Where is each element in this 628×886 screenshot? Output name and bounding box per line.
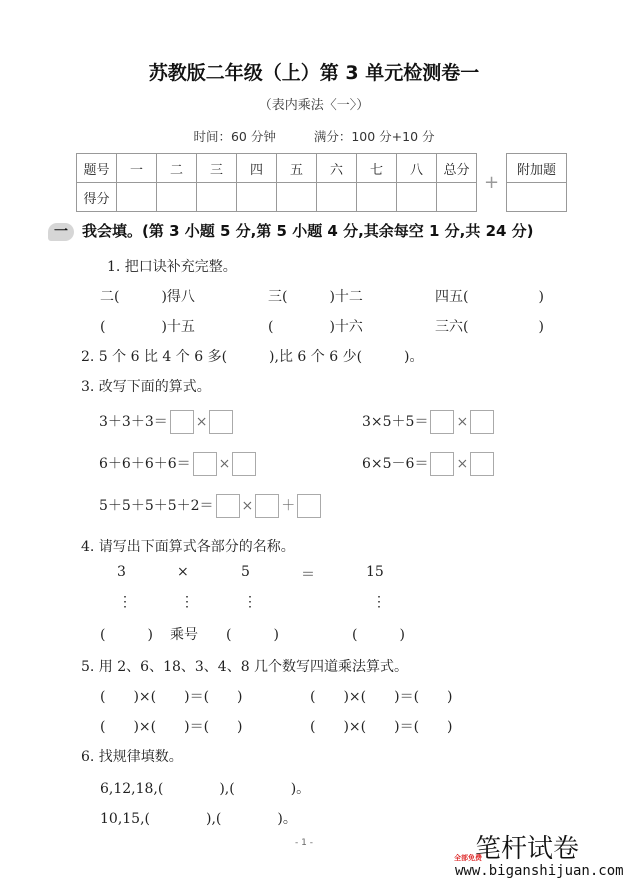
q4-part: 15 <box>366 564 384 580</box>
extra-score-table <box>506 153 567 212</box>
q5-blank-expr[interactable]: ( )×( )＝( ) <box>310 689 453 705</box>
q4-blank[interactable]: ( ) <box>100 627 153 643</box>
score-cell[interactable] <box>317 183 357 212</box>
q5-blank-expr[interactable]: ( )×( )＝( ) <box>310 719 453 735</box>
cell-header: 一 <box>117 154 157 183</box>
cell-header: 八 <box>397 154 437 183</box>
plus-sign: + <box>484 172 500 193</box>
cell-header: 总分 <box>437 154 477 183</box>
cell-label: 得分 <box>77 183 117 212</box>
watermark-url: www.biganshijuan.com <box>455 863 624 879</box>
answer-box[interactable] <box>430 452 454 476</box>
page-title: 苏教版二年级（上）第 3 单元检测卷一 <box>148 62 480 84</box>
cell-header: 三 <box>197 154 237 183</box>
q3-expr-1: 3＋3＋3＝ × <box>99 410 235 434</box>
dots-icon: ⋮ <box>180 594 194 610</box>
q4-title: 4. 请写出下面算式各部分的名称。 <box>81 539 295 555</box>
answer-box[interactable] <box>170 410 194 434</box>
q2-text[interactable]: 2. 5 个 6 比 4 个 6 多( ),比 6 个 6 少( )。 <box>81 349 424 365</box>
cell-header: 四 <box>237 154 277 183</box>
answer-box[interactable] <box>297 494 321 518</box>
cell-header: 二 <box>157 154 197 183</box>
cell-header: 题号 <box>77 154 117 183</box>
q4-part: 5 <box>241 564 250 580</box>
score-cell[interactable] <box>357 183 397 212</box>
q3-expr-5: 5＋5＋5＋5＋2＝ × ＋ <box>99 494 323 518</box>
section-heading-text: 我会填。(第 3 小题 5 分,第 5 小题 4 分,其余每空 1 分,共 24 分) <box>82 222 534 240</box>
score-table-score-row <box>77 183 477 212</box>
score-cell[interactable] <box>397 183 437 212</box>
answer-box[interactable] <box>470 410 494 434</box>
section-number-badge: 一 <box>48 223 74 241</box>
cell-header: 五 <box>277 154 317 183</box>
answer-box[interactable] <box>255 494 279 518</box>
cell-header: 六 <box>317 154 357 183</box>
answer-box[interactable] <box>232 452 256 476</box>
time-limit: 时间：60 分钟 <box>193 129 276 144</box>
q4-label: 乘号 <box>170 627 198 643</box>
q1-blank[interactable]: 三六( ) <box>435 319 544 335</box>
answer-box[interactable] <box>470 452 494 476</box>
q4-blank[interactable]: ( ) <box>352 627 405 643</box>
score-table-header-row <box>77 154 477 183</box>
score-table <box>76 153 477 212</box>
full-score: 满分：100 分+10 分 <box>313 129 435 144</box>
q4-part: × <box>177 564 189 580</box>
answer-box[interactable] <box>430 410 454 434</box>
q3-expr-4: 6×5－6＝ × <box>362 452 496 476</box>
q1-blank[interactable]: 二( )得八 <box>100 289 195 305</box>
score-cell[interactable] <box>117 183 157 212</box>
q3-title: 3. 改写下面的算式。 <box>81 379 211 395</box>
q5-title: 5. 用 2、6、18、3、4、8 几个数写四道乘法算式。 <box>81 659 409 675</box>
dots-icon: ⋮ <box>372 594 386 610</box>
watermark-free-label: 全部免费 <box>454 854 482 862</box>
section-heading <box>48 220 534 241</box>
q4-part: 3 <box>117 564 126 580</box>
extra-score-cell[interactable] <box>507 183 567 212</box>
q6-row[interactable]: 6,12,18,( ),( )。 <box>100 781 311 797</box>
extra-header: 附加题 <box>507 154 567 183</box>
q6-title: 6. 找规律填数。 <box>81 749 183 765</box>
q3-expr-3: 6＋6＋6＋6＝ × <box>99 452 258 476</box>
page-subtitle: （表内乘法〈一〉） <box>258 98 370 113</box>
watermark-title: 笔杆试卷 <box>475 834 580 864</box>
page-number: - 1 - <box>295 838 313 848</box>
q5-blank-expr[interactable]: ( )×( )＝( ) <box>100 689 243 705</box>
dots-icon: ⋮ <box>243 594 257 610</box>
answer-box[interactable] <box>209 410 233 434</box>
score-cell[interactable] <box>237 183 277 212</box>
score-cell[interactable] <box>197 183 237 212</box>
score-cell[interactable] <box>157 183 197 212</box>
q1-title: 1. 把口诀补充完整。 <box>107 259 237 275</box>
score-cell[interactable] <box>277 183 317 212</box>
q1-blank[interactable]: ( )十五 <box>100 319 195 335</box>
dots-icon: ⋮ <box>118 594 132 610</box>
q4-part: ＝ <box>301 567 315 583</box>
exam-meta <box>0 127 628 145</box>
cell-header: 七 <box>357 154 397 183</box>
answer-box[interactable] <box>216 494 240 518</box>
q5-blank-expr[interactable]: ( )×( )＝( ) <box>100 719 243 735</box>
answer-box[interactable] <box>193 452 217 476</box>
q1-blank[interactable]: ( )十六 <box>268 319 363 335</box>
q6-row[interactable]: 10,15,( ),( )。 <box>100 811 297 827</box>
q1-blank[interactable]: 三( )十二 <box>268 289 363 305</box>
q3-expr-2: 3×5＋5＝ × <box>362 410 496 434</box>
q1-blank[interactable]: 四五( ) <box>435 289 544 305</box>
score-cell[interactable] <box>437 183 477 212</box>
q4-blank[interactable]: ( ) <box>226 627 279 643</box>
